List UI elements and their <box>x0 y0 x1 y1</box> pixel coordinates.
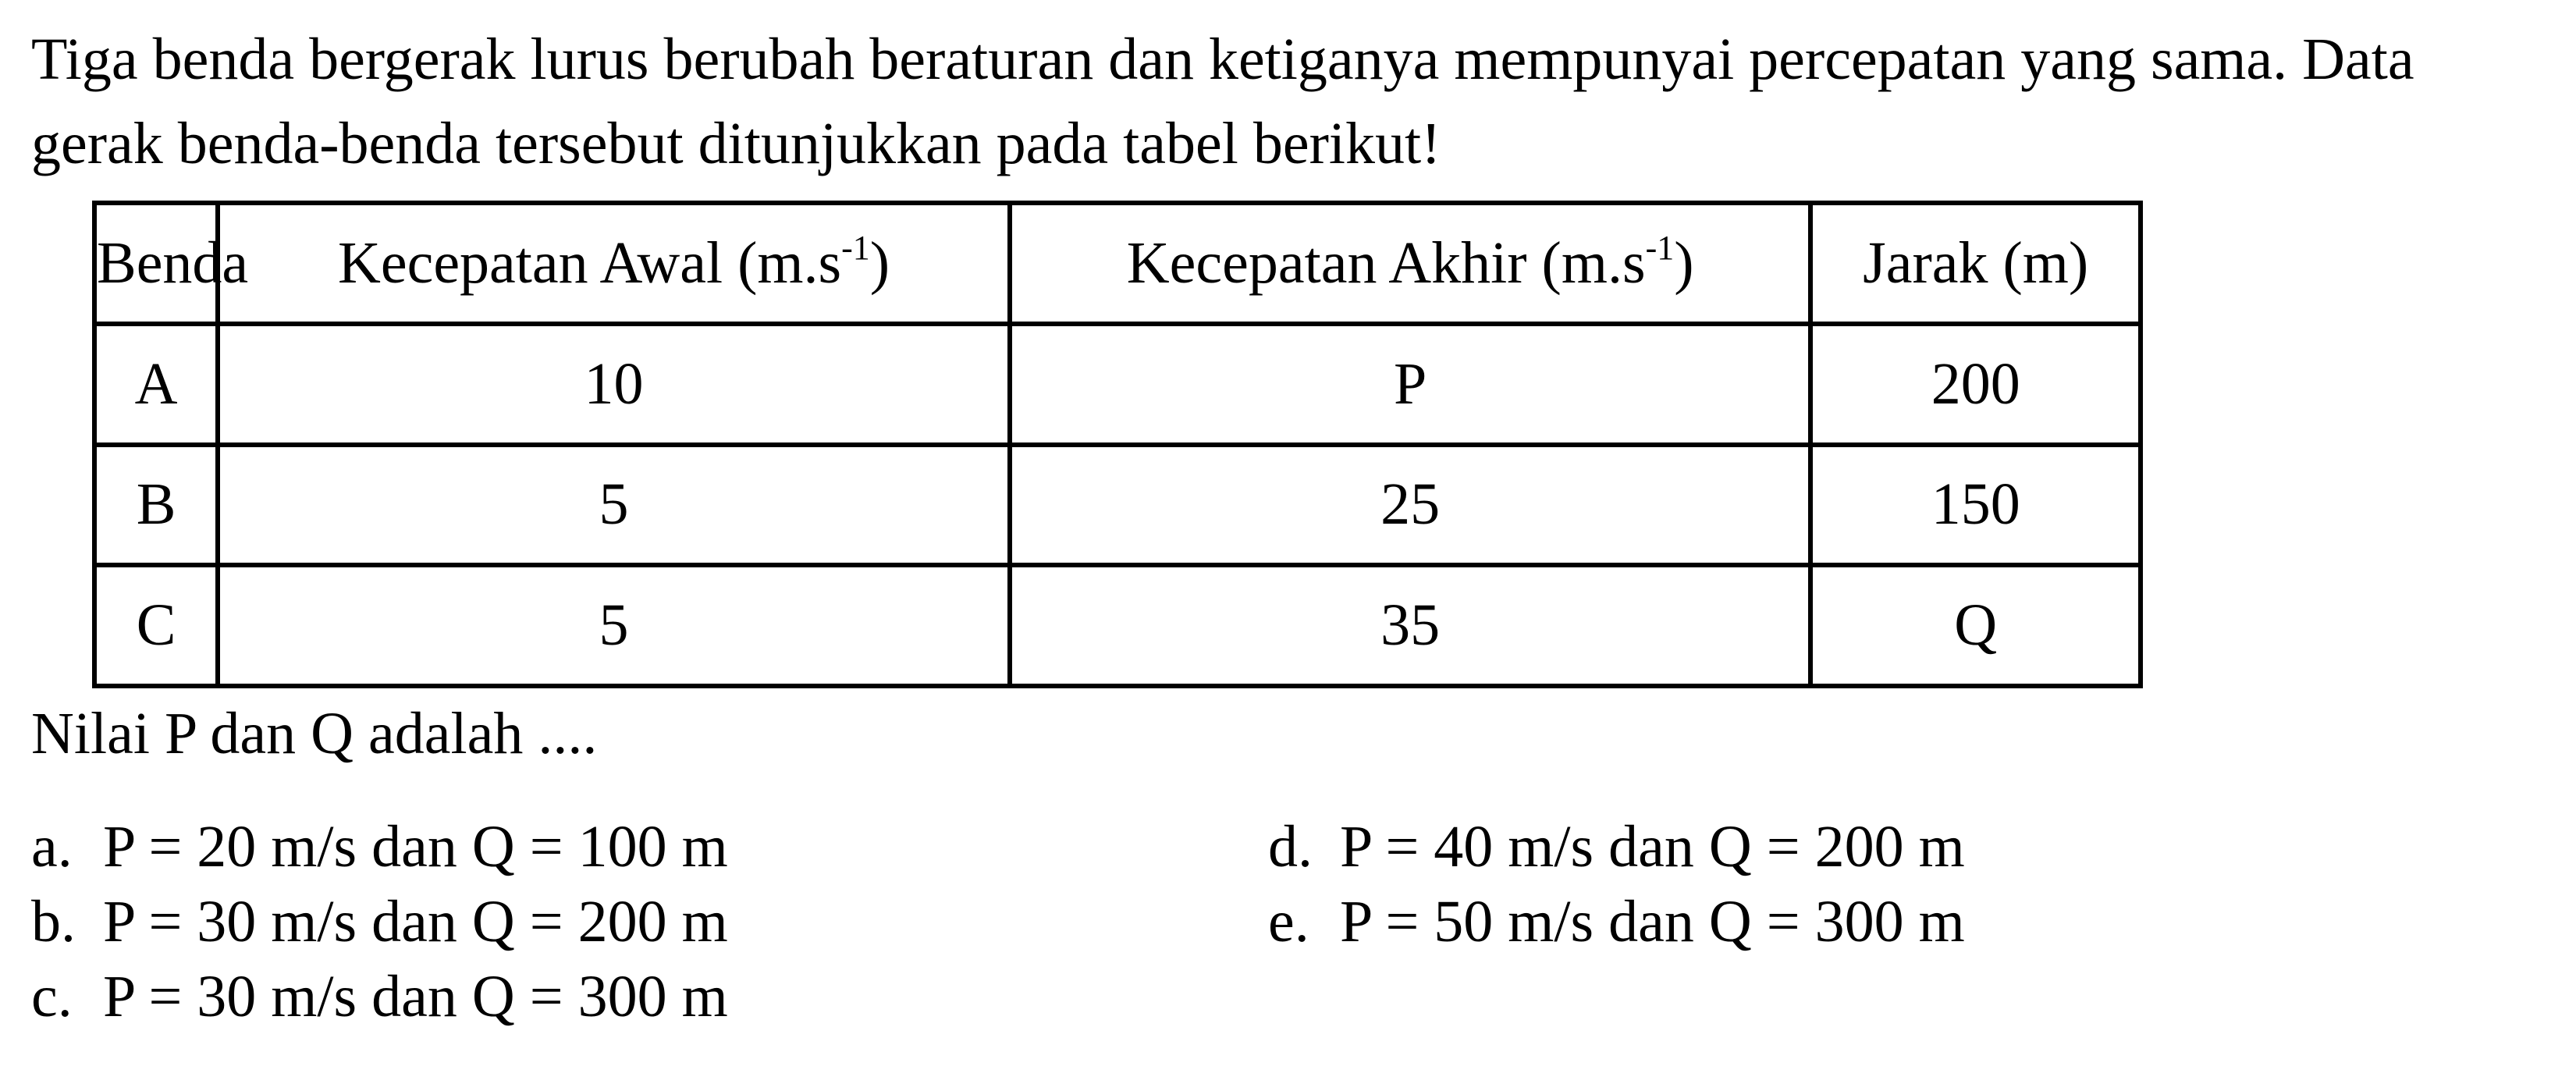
header-kecepatan-akhir-label: Kecepatan Akhir (m.s <box>1126 229 1646 296</box>
cell-jarak: 200 <box>1810 324 2141 445</box>
option-letter: e. <box>1268 889 1309 954</box>
table-header-row <box>94 203 2141 324</box>
answer-option-a[interactable] <box>31 808 728 886</box>
cell-kecepatan-akhir: 25 <box>1010 445 1810 566</box>
answer-option-b[interactable] <box>31 883 728 961</box>
header-jarak: Jarak (m) <box>1810 203 2141 324</box>
option-letter: b. <box>31 889 76 954</box>
header-kecepatan-awal <box>218 203 1010 324</box>
option-letter: a. <box>31 814 73 880</box>
option-letter: c. <box>31 964 73 1029</box>
header-benda: Benda <box>94 203 218 324</box>
option-text: P = 20 m/s dan Q = 100 m <box>103 814 728 880</box>
header-kecepatan-akhir-close: ) <box>1674 229 1694 296</box>
option-text: P = 30 m/s dan Q = 200 m <box>103 889 728 954</box>
table-row <box>94 565 2141 686</box>
answer-option-d[interactable] <box>1268 808 1965 886</box>
cell-jarak: 150 <box>1810 445 2141 566</box>
cell-benda: B <box>94 445 218 566</box>
table-row <box>94 445 2141 566</box>
option-text: P = 40 m/s dan Q = 200 m <box>1340 814 1965 880</box>
header-kecepatan-awal-close: ) <box>869 229 890 296</box>
cell-kecepatan-awal: 10 <box>218 324 1010 445</box>
cell-kecepatan-akhir: 35 <box>1010 565 1810 686</box>
cell-benda: C <box>94 565 218 686</box>
cell-kecepatan-akhir: P <box>1010 324 1810 445</box>
option-text: P = 50 m/s dan Q = 300 m <box>1340 889 1965 954</box>
cell-kecepatan-awal: 5 <box>218 565 1010 686</box>
option-letter: d. <box>1268 814 1313 880</box>
problem-intro: Tiga benda bergerak lurus berubah beraturan dan ketiganya mempunyai percepatan yang sama. Data gerak benda-benda tersebut ditunjukkan pada tabel berikut! <box>31 27 2414 176</box>
header-kecepatan-akhir <box>1010 203 1810 324</box>
cell-kecepatan-awal: 5 <box>218 445 1010 566</box>
header-kecepatan-awal-exponent: -1 <box>841 228 870 267</box>
motion-data-table <box>92 201 2143 688</box>
answer-option-e[interactable] <box>1268 883 1965 961</box>
answer-option-c[interactable] <box>31 958 728 1036</box>
cell-jarak: Q <box>1810 565 2141 686</box>
header-kecepatan-awal-label: Kecepatan Awal (m.s <box>337 229 842 296</box>
header-kecepatan-akhir-exponent: -1 <box>1645 228 1675 267</box>
question-text: Nilai P dan Q adalah .... <box>31 701 598 766</box>
table-row <box>94 324 2141 445</box>
option-text: P = 30 m/s dan Q = 300 m <box>103 964 728 1029</box>
cell-benda: A <box>94 324 218 445</box>
